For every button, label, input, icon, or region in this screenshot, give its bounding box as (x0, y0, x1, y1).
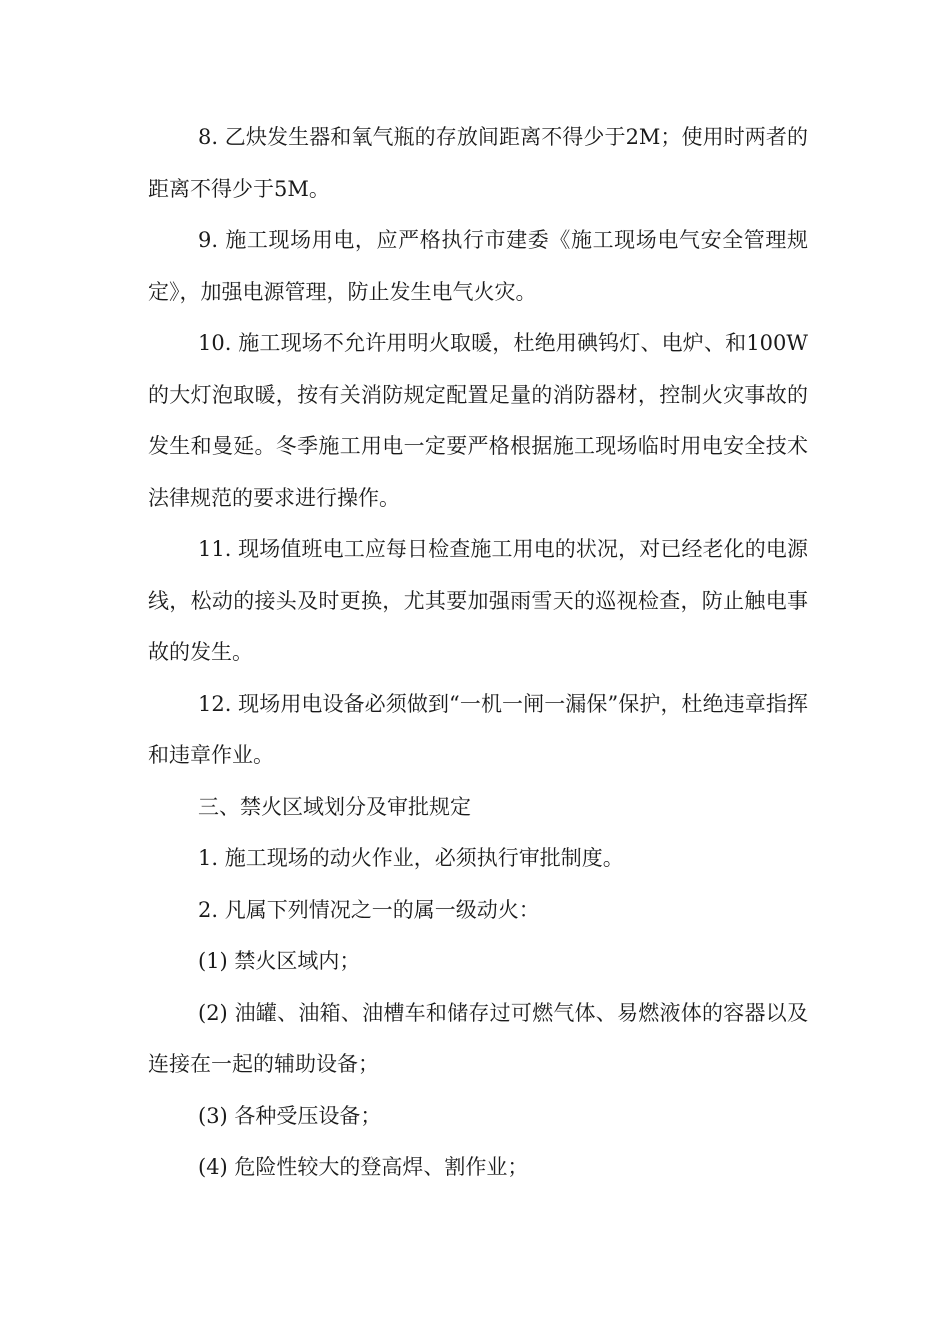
paragraph-item-11: 11. 现场值班电工应每日检查施工用电的状况，对已经老化的电源线，松动的接头及时更换，尤其要加强雨雪天的巡视检查，防止触电事故的发生。 (148, 537, 808, 664)
sub-item-1: (1) 禁火区域内； (198, 949, 361, 973)
sub-item-4: (4) 危险性较大的登高焊、割作业； (198, 1155, 529, 1179)
sub-item-2: (2) 油罐、油箱、油槽车和储存过可燃气体、易燃液体的容器以及连接在一起的辅助设备； (148, 1000, 808, 1076)
paragraph-item-8: 8. 乙炔发生器和氧气瓶的存放间距离不得少于2M；使用时两者的距离不得少于5M。 (148, 125, 808, 201)
paragraph-item-12: 12. 现场用电设备必须做到“一机一闸一漏保”保护，杜绝违章指挥和违章作业。 (148, 691, 808, 767)
paragraph-rule-2: 2. 凡属下列情况之一的属一级动火： (198, 897, 540, 922)
sub-item-3: (3) 各种受压设备； (198, 1103, 382, 1128)
paragraph-item-9: 9. 施工现场用电，应严格执行市建委《施工现场电气安全管理规定》，加强电源管理，防止发生电气火灾。 (148, 228, 808, 304)
paragraph-item-10: 10. 施工现场不允许用明火取暖，杜绝用碘钨灯、电炉、和100W的大灯泡取暖，按有关消防规定配置足量的消防器材，控制火灾事故的发生和曼延。冬季施工用电一定要严格根据施工现场临时用电安全技术法律规范的要求进行操作。 (148, 331, 808, 510)
section-heading-3: 三、禁火区域划分及审批规定 (198, 794, 471, 819)
document-body (148, 112, 808, 1194)
paragraph-rule-1: 1. 施工现场的动火作业，必须执行审批制度。 (198, 846, 624, 870)
